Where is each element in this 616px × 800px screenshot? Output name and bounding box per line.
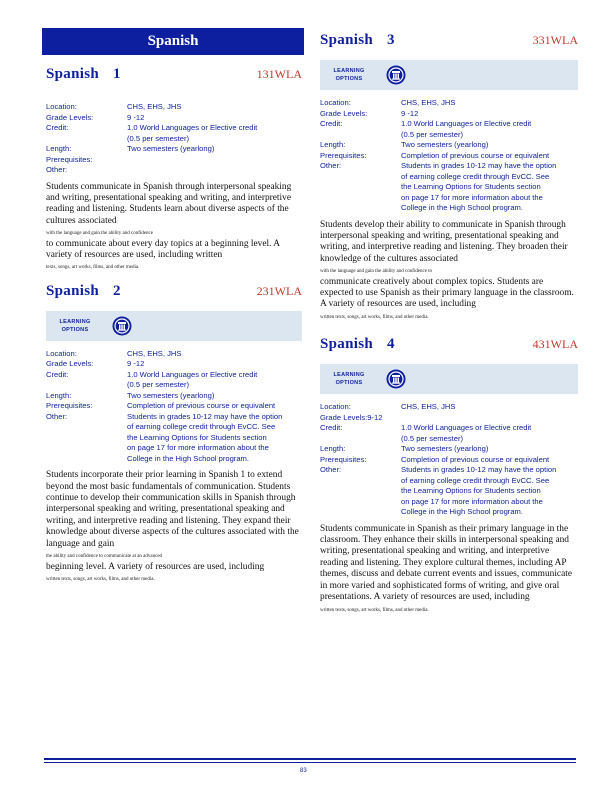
- detail-line: College in the High School program.: [127, 453, 249, 463]
- detail-label: Grade Levels:: [46, 359, 94, 369]
- detail-value: 9 -12: [401, 108, 419, 118]
- detail-line: of earning college credit through EvCC. See: [401, 475, 550, 485]
- detail-row-grade: [320, 109, 578, 120]
- detail-line: the Learning Options for Students section: [127, 432, 267, 442]
- detail-line: Students in grades 10-12 may have the option: [401, 465, 557, 475]
- detail-label: Credit:: [46, 123, 69, 132]
- detail-label: Length:: [320, 444, 346, 454]
- detail-line: (0.5 per semester): [127, 380, 190, 390]
- desc-text: Students communicate in Spanish as their primary language in the classroom. They enhance their skills in interpersonal speaking and writing, presentational speaking and writing, and interpretive reading and listening. They explore cultural themes, including AP themes, discuss and debate current events and issues, communicate in more varied and sophisticated forms of writing, and give oral presentations. A variety of resources are used, including: [320, 523, 573, 603]
- detail-line: of earning college credit through EvCC. See: [127, 422, 276, 432]
- detail-line: (0.5 per semester): [401, 129, 464, 139]
- detail-row-credit: [320, 119, 578, 140]
- detail-line: 1.0 World Languages or Elective credit: [401, 423, 532, 433]
- detail-row-other: [320, 161, 578, 214]
- detail-label: Prerequisites:: [320, 454, 367, 464]
- detail-line: College in the High School program.: [401, 507, 523, 517]
- detail-line: Students in grades 10-12 may have the option: [401, 161, 557, 170]
- course-header: [46, 283, 302, 305]
- right-column: [320, 32, 578, 625]
- desc-small-text: written texts, songs, art works, films, and other media.: [320, 314, 429, 320]
- detail-line: on page 17 for more information about the: [401, 496, 543, 506]
- desc-text: Students develop their ability to communicate in Spanish through interpersonal speaking and writing, presentational speaking and writing, and interpretive reading and listening. They broaden their knowledge of the cultures associated: [320, 219, 568, 264]
- detail-row-location: [46, 349, 302, 360]
- detail-value: [401, 119, 578, 140]
- page-number: 83: [300, 768, 307, 774]
- detail-row-grade: [46, 113, 302, 124]
- detail-label: Other:: [320, 465, 342, 475]
- detail-line: (0.5 per semester): [127, 133, 190, 143]
- desc-text: to communicate about every day topics at a beginning level. A variety of resources are used, including written: [46, 238, 280, 260]
- course-description: [46, 182, 302, 273]
- detail-value: Two semesters (yearlong): [127, 390, 215, 400]
- detail-line: Students in grades 10-12 may have the option: [127, 411, 283, 421]
- college-in-high-school-icon: [112, 316, 132, 336]
- detail-row-length: [46, 144, 302, 155]
- detail-row-credit: [320, 423, 578, 444]
- detail-label: Prerequisites:: [46, 154, 93, 164]
- course-code: 431WLA: [532, 337, 578, 352]
- detail-label: Grade Levels:: [320, 108, 368, 118]
- detail-value: Completion of previous course or equivalent: [401, 150, 550, 160]
- detail-value: 9 -12: [127, 359, 145, 369]
- learning-options-box: [46, 311, 302, 341]
- detail-value: CHS, EHS, JHS: [401, 98, 456, 107]
- detail-label: Prerequisites:: [46, 401, 93, 411]
- course-spanish-3: [320, 32, 578, 322]
- course-name: Spanish: [46, 66, 99, 82]
- detail-row-other: [46, 165, 302, 176]
- college-in-high-school-icon: [386, 65, 406, 85]
- detail-row-length: [320, 140, 578, 151]
- learning-options-label: LEARNING OPTIONS: [59, 318, 91, 333]
- course-details: [320, 402, 578, 518]
- detail-value: [401, 413, 578, 424]
- detail-label: Prerequisites:: [320, 150, 367, 160]
- detail-line: of earning college credit through EvCC. See: [401, 171, 550, 181]
- learning-options-box: [320, 364, 578, 394]
- detail-label: Location:: [46, 348, 77, 358]
- desc-text: communicate creatively about complex topics. Students are expected to use Spanish as their primary language in the classroom. A variety of resources are used, including: [320, 276, 574, 310]
- course-name: Spanish: [320, 32, 373, 48]
- detail-value: Completion of previous course or equivalent: [401, 454, 550, 464]
- detail-value: [127, 370, 302, 391]
- detail-value: 9 -12: [127, 112, 145, 122]
- detail-label: Credit:: [320, 423, 343, 433]
- course-code: 131WLA: [256, 67, 302, 81]
- college-in-high-school-icon: [386, 369, 406, 389]
- course-name: Spanish: [46, 282, 99, 299]
- detail-label: Other:: [46, 165, 68, 174]
- footer-rule-thick: [44, 758, 576, 760]
- detail-value: [401, 423, 578, 444]
- course-number: 1: [112, 66, 121, 82]
- detail-row-location: [46, 102, 302, 113]
- detail-line: 1.0 World Languages or Elective credit: [127, 123, 258, 132]
- detail-label: Location:: [320, 402, 351, 412]
- detail-label: Other:: [46, 411, 68, 421]
- detail-label: Location:: [46, 102, 77, 111]
- course-spanish-4: [320, 336, 578, 615]
- detail-label: Credit:: [320, 119, 343, 128]
- course-details: [46, 349, 302, 465]
- course-title: [46, 66, 121, 83]
- detail-line: the Learning Options for Students section: [401, 182, 541, 191]
- course-header: [320, 336, 578, 358]
- desc-small-text: with the language and gain the ability and confidence to: [320, 269, 433, 275]
- course-header: [46, 66, 302, 88]
- detail-label: Length:: [320, 140, 346, 149]
- course-description: [320, 220, 578, 323]
- detail-row-prereq: [46, 401, 302, 412]
- detail-row-length: [320, 444, 578, 455]
- detail-row-location: [320, 402, 578, 413]
- detail-value: CHS, EHS, JHS: [401, 402, 456, 412]
- desc-small-text: with the language and gain the ability and confidence: [46, 231, 153, 237]
- detail-row-grade: [46, 359, 302, 370]
- course-title: [46, 283, 121, 300]
- detail-value: [127, 165, 302, 176]
- course-number: 2: [112, 282, 121, 299]
- detail-label: Other:: [320, 161, 342, 170]
- course-spanish-2: [46, 283, 302, 585]
- desc-text: Students incorporate their prior learning in Spanish 1 to extend beyond the most basic fundamentals of communication. Students continue to develop their communication skills in Spanish through interpersonal speaking and writing, presentational speaking and writing, and interpretive reading and listening. They expand their knowledge about diverse aspects of the cultures associated with the language and gain: [46, 470, 299, 549]
- detail-line: 1.0 World Languages or Elective credit: [401, 119, 532, 128]
- course-title: [320, 336, 395, 353]
- detail-label: Length:: [46, 144, 72, 153]
- detail-value: [127, 412, 302, 465]
- desc-text: Students communicate in Spanish through interpersonal speaking and writing, presentational speaking and writing, and interpretive reading and listening. Students learn about diverse aspects of the cultures associated: [46, 181, 292, 226]
- course-header: [320, 32, 578, 54]
- left-column: [46, 66, 302, 594]
- detail-value: CHS, EHS, JHS: [127, 348, 182, 358]
- detail-row-prereq: [320, 455, 578, 466]
- course-number: 3: [386, 32, 395, 48]
- detail-value: Completion of previous course or equivalent: [127, 401, 276, 411]
- detail-label: Credit:: [46, 369, 69, 379]
- detail-line: on page 17 for more information about the: [401, 192, 543, 202]
- desc-small-text: written texts, songs, art works, films, and other media.: [46, 576, 155, 582]
- learning-options-label: LEARNING OPTIONS: [333, 68, 365, 82]
- desc-small-text: texts, songs, art works, films, and other media.: [46, 265, 140, 271]
- detail-value: Two semesters (yearlong): [401, 444, 489, 454]
- detail-value: CHS, EHS, JHS: [127, 102, 182, 111]
- detail-value: Two semesters (yearlong): [401, 140, 489, 149]
- desc-text: beginning level. A variety of resources are used, including: [46, 561, 265, 572]
- learning-options-box: [320, 60, 578, 90]
- course-title: [320, 32, 395, 49]
- course-code: 231WLA: [256, 283, 302, 298]
- detail-row-grade: [320, 413, 578, 424]
- detail-value: [401, 465, 578, 518]
- detail-row-credit: [46, 370, 302, 391]
- course-code: 331WLA: [532, 33, 578, 47]
- course-number: 4: [386, 336, 395, 353]
- detail-row-prereq: [320, 151, 578, 162]
- detail-row-credit: [46, 123, 302, 144]
- detail-value: Two semesters (yearlong): [127, 144, 215, 153]
- detail-value: [127, 155, 302, 166]
- detail-value: [127, 123, 302, 144]
- detail-row-length: [46, 391, 302, 402]
- detail-line: College in the High School program.: [401, 203, 523, 212]
- detail-line: the Learning Options for Students section: [401, 486, 541, 496]
- detail-row-other: [320, 465, 578, 518]
- detail-label: Location:: [320, 98, 351, 107]
- course-details: [46, 102, 302, 176]
- detail-label: Grade Levels:: [46, 112, 94, 122]
- course-name: Spanish: [320, 336, 373, 353]
- detail-row-prereq: [46, 155, 302, 166]
- footer-rule-thin: [44, 762, 576, 763]
- detail-label: Grade Levels:9-12: [320, 412, 383, 422]
- course-spanish-1: [46, 66, 302, 273]
- detail-row-other: [46, 412, 302, 465]
- learning-options-label: LEARNING OPTIONS: [333, 372, 365, 387]
- subject-banner: Spanish: [42, 28, 304, 55]
- detail-line: (0.5 per semester): [401, 433, 464, 443]
- desc-small-text: written texts, songs, art works, films, and other media.: [320, 607, 429, 613]
- course-description: [46, 470, 302, 584]
- detail-line: on page 17 for more information about the: [127, 443, 269, 453]
- course-details: [320, 98, 578, 214]
- desc-small-text: the ability and confidence to communicate at an advanced: [46, 554, 163, 560]
- course-description: [320, 524, 578, 615]
- detail-label: Length:: [46, 390, 72, 400]
- detail-line: 1.0 World Languages or Elective credit: [127, 369, 258, 379]
- detail-row-location: [320, 98, 578, 109]
- detail-value: [401, 161, 578, 214]
